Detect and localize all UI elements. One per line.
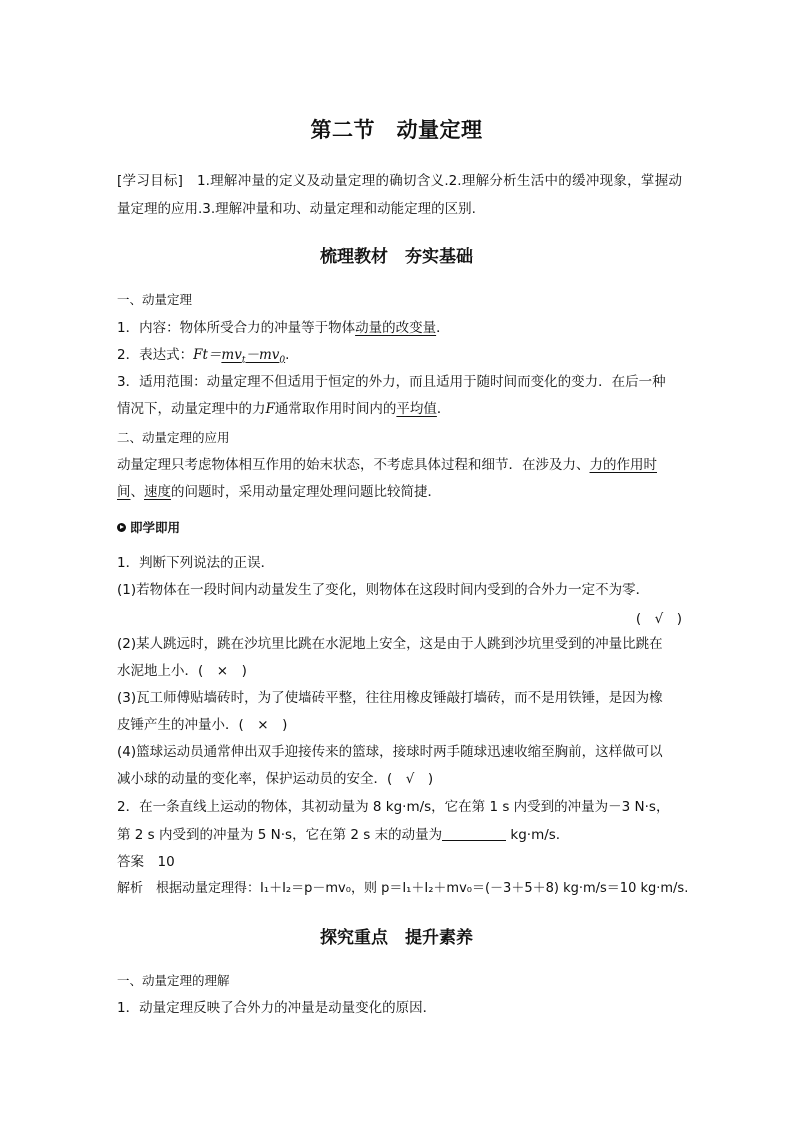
question-2-line2: 第 2 s 内受到的冲量为 5 N·s，它在第 2 s 末的动量为 kg·m/s. <box>117 827 561 843</box>
item-formula: 2．表达式：$Ft=mv_t-mv_0$. <box>117 347 290 366</box>
statement-4-line1: (4)篮球运动员通常伸出双手迎接传来的篮球，接球时两手随球迅速收缩至胸前，这样做可以 <box>117 744 663 760</box>
item-scope-line1: 3．适用范围：动量定理不但适用于恒定的外力，而且适用于随时间而变化的变力．在后一种 <box>117 374 666 390</box>
statement-3-line2: 皮锤产生的冲量小．( × ) <box>117 717 288 733</box>
statement-1: (1)若物体在一段时间内动量发生了变化，则物体在这段时间内受到的合外力一定不为零． <box>117 582 650 598</box>
answer-line: 答案 10 <box>117 854 175 870</box>
application-line2: 间、速度的问题时，采用动量定理处理问题比较简捷． <box>117 484 441 500</box>
objectives-text: 1.理解冲量的定义及动量定理的确切含义.2.理解分析生活中的缓冲现象，掌握动量定理的应用.3.理解冲量和功、动量定理和动能定理的区别. <box>117 173 682 217</box>
underlined-answer: 平均值 <box>396 401 437 417</box>
heading-application: 二、动量定理的应用 <box>117 430 230 445</box>
heading-understanding: 一、动量定理的理解 <box>117 973 230 988</box>
statement-2-line2: 水泥地上小．( × ) <box>117 663 247 679</box>
question-2-line1: 2．在一条直线上运动的物体，其初动量为 8 kg·m/s，它在第 1 s 内受到的冲量为－3 N·s， <box>117 799 670 815</box>
understanding-item-1: 1．动量定理反映了合外力的冲量是动量变化的原因． <box>117 1000 437 1016</box>
section-heading-textbook: 梳理教材 夯实基础 <box>320 247 473 267</box>
analysis-line: 解析 根据动量定理得：I₁＋I₂＝p－mv₀，则 p＝I₁＋I₂＋mv₀＝(－3＋5＋8) kg·m/s＝10 kg·m/s. <box>117 881 689 896</box>
item-scope-line2: 情况下，动量定理中的力F通常取作用时间内的平均值． <box>117 401 451 417</box>
statement-1-mark: ( √ ) <box>635 611 682 627</box>
section-heading-focus: 探究重点 提升素养 <box>320 928 473 948</box>
answer-blank <box>442 826 506 841</box>
objectives-tag: [学习目标] <box>117 173 183 189</box>
underlined-answer: 动量的改变量 <box>355 320 437 336</box>
statement-3-line1: (3)瓦工师傅贴墙砖时，为了使墙砖平整，往往用橡皮锤敲打墙砖，而不是用铁锤，是因为橡 <box>117 690 663 706</box>
heading-momentum-theorem: 一、动量定理 <box>117 292 193 307</box>
page-title: 第二节 动量定理 <box>310 118 483 142</box>
underlined-answer: 力的作用时 <box>589 457 657 473</box>
question-1: 1．判断下列说法的正误． <box>117 555 275 571</box>
play-bullet-icon <box>117 523 126 532</box>
practice-heading: 即学即用 <box>117 518 682 538</box>
learning-objectives <box>117 167 682 223</box>
statement-2-line1: (2)某人跳远时，跳在沙坑里比跳在水泥地上安全，这是由于人跳到沙坑里受到的冲量比跳在 <box>117 636 663 652</box>
statement-4-line2: 减小球的动量的变化率，保护运动员的安全．( √ ) <box>117 771 434 787</box>
application-line1: 动量定理只考虑物体相互作用的始末状态，不考虑具体过程和细节．在涉及力、力的作用时 <box>117 457 657 473</box>
item-content: 1．内容：物体所受合力的冲量等于物体动量的改变量． <box>117 320 450 336</box>
underlined-formula: $mv_t-mv_0$ <box>221 347 286 366</box>
